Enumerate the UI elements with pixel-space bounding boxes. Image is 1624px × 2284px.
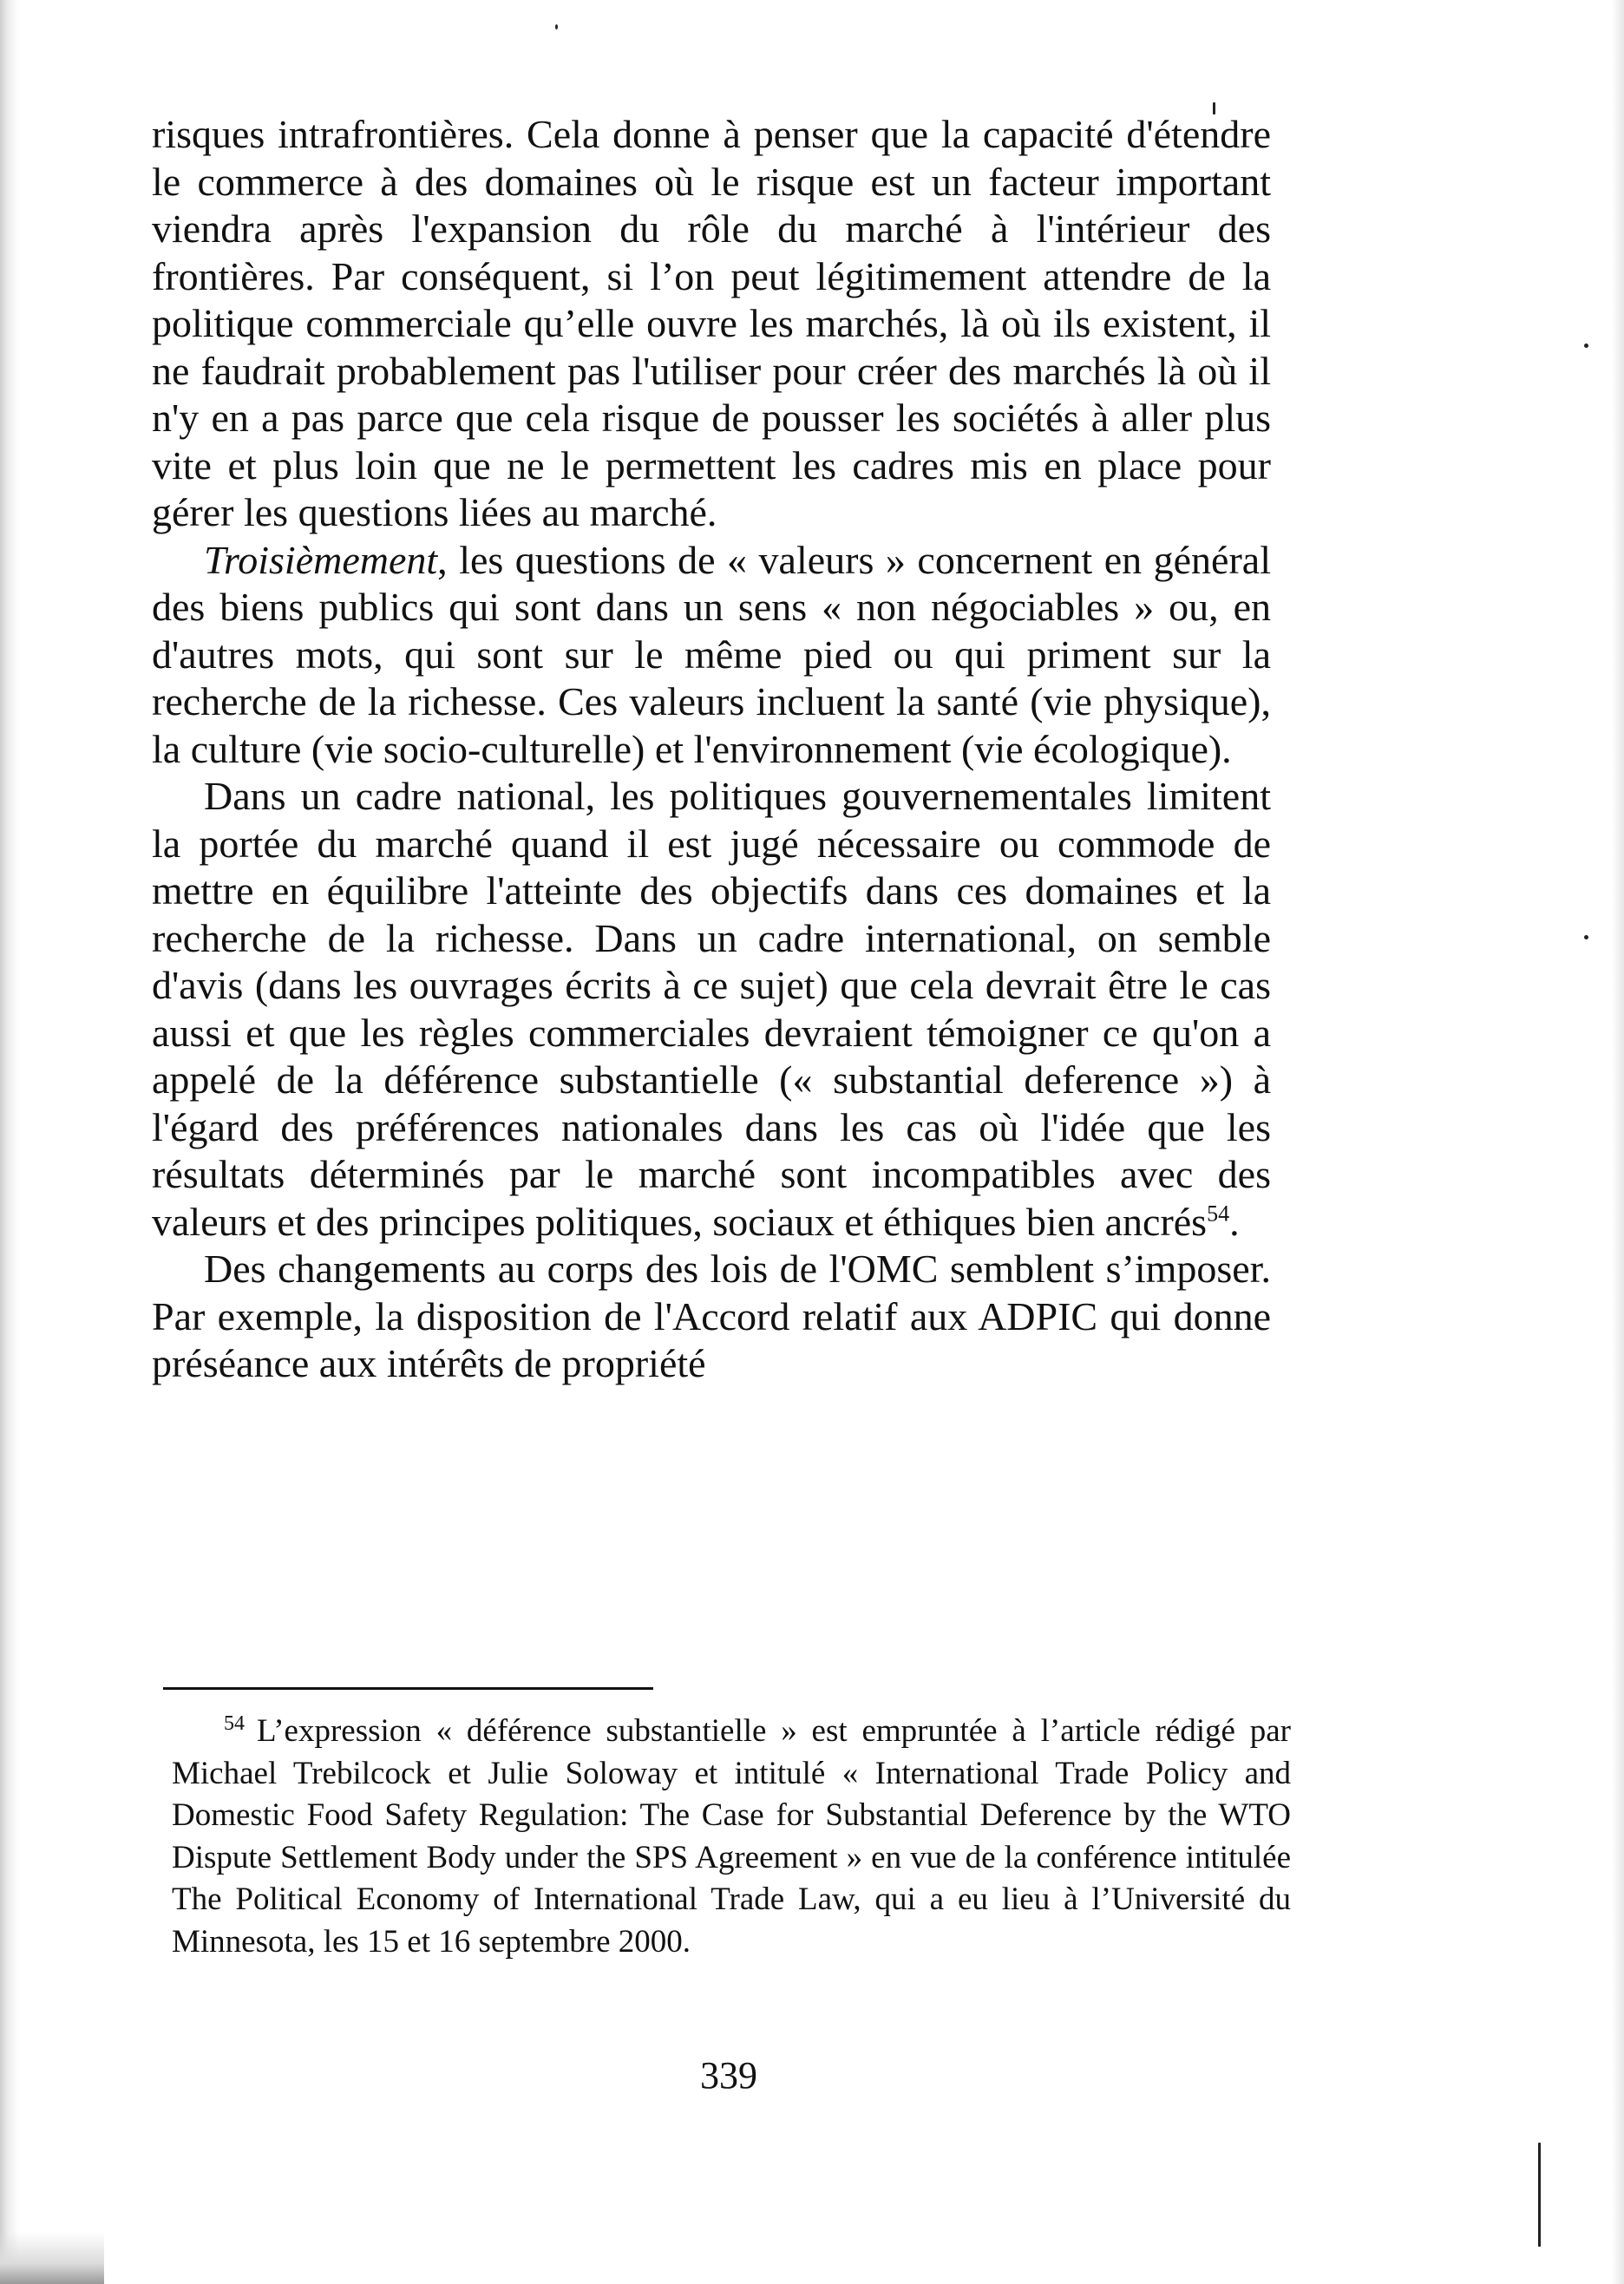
paragraph-text: risques intrafrontières. Cela donne à penser que la capacité d'étendre le commerce à des domaines où le risque est un facteur important viendra après l'expansion du rôle du marché à l'intérieur des frontières. Par conséquent, si l’on peut légitimement attendre de la politique commerciale qu’elle ouvre les marchés, là où ils existent, il ne faudrait probablement pas l'utiliser pour créer des marchés là où il n'y en a pas parce que cela risque de pousser les sociétés à aller plus vite et plus loin que ne le permettent les cadres mis en place pour gérer les questions liées au marché. bbox=[152, 112, 1271, 534]
footnote-number: 54 bbox=[224, 1711, 245, 1735]
paragraph-text: , les questions de « valeurs » concernent en général des biens publics qui sont dans un sens « non négociables » ou, en d'autres mots, qui sont sur le même pied ou qui priment sur la recherche de la richesse. Ces valeurs incluent la santé (vie physique), la culture (vie socio-culturelle) et l'environnement (vie écologique). bbox=[152, 537, 1271, 771]
main-text bbox=[152, 111, 1271, 1388]
binding-shadow-bottom bbox=[0, 2232, 104, 2284]
page-number: 339 bbox=[700, 2054, 757, 2097]
page-edge-right bbox=[1612, 0, 1624, 2284]
paragraph-tail: . bbox=[1229, 1199, 1240, 1244]
footnotes bbox=[172, 1711, 1291, 1963]
paragraph bbox=[152, 773, 1271, 1246]
footnote-reference[interactable]: 54 bbox=[1207, 1201, 1230, 1227]
italic-lead: Troisièmement bbox=[204, 537, 438, 582]
scan-speck bbox=[1538, 2143, 1541, 2247]
paragraph-text: Des changements au corps des lois de l'OMC semblent s’imposer. Par exemple, la disposition de l'Accord relatif aux ADPIC qui donne préséance aux intérêts de propriété bbox=[152, 1247, 1271, 1385]
paragraph bbox=[152, 111, 1271, 537]
scan-speck bbox=[555, 24, 558, 29]
paragraph-text: Dans un cadre national, les politiques gouvernementales limitent la portée du marché quand il est jugé nécessaire ou commode de mettre en équilibre l'atteinte des objectifs dans ces domaines et la recherche de la richesse. Dans un cadre international, on semble d'avis (dans les ouvrages écrits à ce sujet) que cela devrait être le cas aussi et que les règles commerciales devraient témoigner ce qu'on a appelé de la déférence substantielle (« substantial deference ») à l'égard des préférences nationales dans les cas où l'idée que les résultats déterminés par le marché sont incompatibles avec des valeurs et des principes politiques, sociaux et éthiques bien ancrés bbox=[152, 774, 1271, 1244]
footnote-separator bbox=[163, 1687, 653, 1690]
footnote-text: L’expression « déférence substantielle » est empruntée à l’article rédigé par Michael Trebilcock et Julie Soloway et intitulé « International Trade Policy and Domestic Food Safety Regulation: The Case for Substantial Deference by the WTO Dispute Settlement Body under the SPS Agreement » en vue de la conférence intitulée The Political Economy of International Trade Law, qui a eu lieu à l’Université du Minnesota, les 15 et 16 septembre 2000. bbox=[172, 1713, 1291, 1960]
scan-speck bbox=[1584, 935, 1588, 939]
paragraph bbox=[152, 1246, 1271, 1388]
paragraph bbox=[152, 537, 1271, 774]
scan-speck bbox=[1584, 344, 1588, 348]
binding-shadow bbox=[0, 0, 19, 2284]
footnote bbox=[172, 1711, 1291, 1963]
